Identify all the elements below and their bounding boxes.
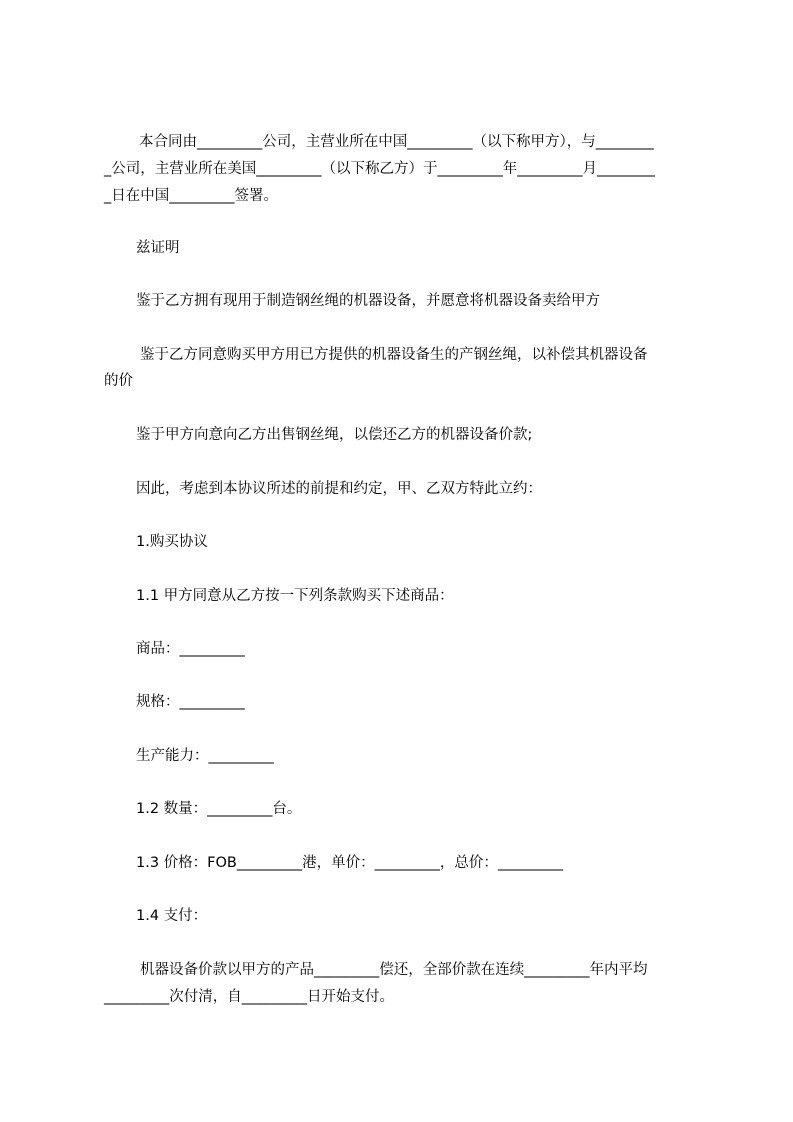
clause-1-2-quantity: 1.2 数量：_________台。 [136,801,302,817]
recital-2-line-2: 的价 [104,373,133,389]
section-1-heading: 1.购买协议 [136,534,208,550]
witnesseth-heading: 兹证明 [136,240,180,256]
recital-2-line-1: 鉴于乙方同意购买甲方用已方提供的机器设备生的产钢丝绳，以补偿其机器设备 [140,347,648,363]
agreement-clause: 因此，考虑到本协议所述的前提和约定，甲、乙双方特此立约： [136,481,542,497]
clause-1-1: 1.1 甲方同意从乙方按一下列条款购买下述商品： [136,588,454,604]
contract-intro-line-3: _日在中国_________签署。 [104,188,278,204]
specification-field: 规格：_________ [136,694,245,710]
capacity-field: 生产能力：_________ [136,748,274,764]
clause-1-4-payment: 1.4 支付： [136,908,208,924]
payment-terms-line-2: _________次付清，自_________日开始支付。 [104,989,394,1005]
recital-3: 鉴于甲方向意向乙方出售钢丝绳，以偿还乙方的机器设备价款; [136,427,533,443]
contract-intro-line-2: _公司，主营业所在美国_________（以下称乙方）于_________年_________月________ [104,161,655,177]
recital-1: 鉴于乙方拥有现用于制造钢丝绳的机器设备，并愿意将机器设备卖给甲方 [136,293,600,309]
clause-1-3-price: 1.3 价格：FOB_________港，单价：_________，总价：_________ [136,855,564,871]
goods-field: 商品：_________ [136,641,245,657]
contract-intro-line-1: 本合同由_________公司，主营业所在中国_________（以下称甲方），与________ [139,134,654,150]
payment-terms-line-1: 机器设备价款以甲方的产品_________偿还，全部价款在连续_________年内平均 [140,962,648,978]
